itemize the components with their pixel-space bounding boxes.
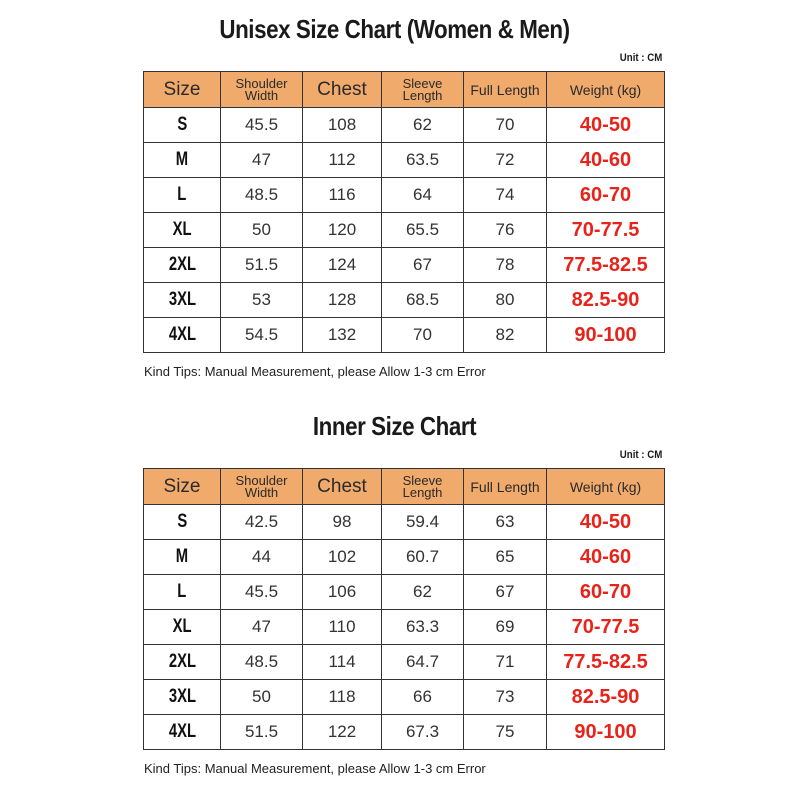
cell-chest: 120 (303, 213, 382, 248)
cell-chest: 118 (303, 680, 382, 715)
cell-chest: 108 (303, 108, 382, 143)
size-table-inner (143, 468, 665, 750)
cell-shoulder: 54.5 (221, 318, 303, 353)
cell-size (144, 645, 221, 680)
size-table-unisex (143, 71, 665, 353)
cell-length: 70 (464, 108, 547, 143)
cell-length: 76 (464, 213, 547, 248)
cell-length: 73 (464, 680, 547, 715)
header-size: Size (144, 72, 221, 108)
cell-chest: 112 (303, 143, 382, 178)
cell-weight: 82.5-90 (547, 680, 665, 715)
cell-size (144, 213, 221, 248)
size-label: M (175, 149, 189, 170)
cell-length: 80 (464, 283, 547, 318)
cell-size (144, 680, 221, 715)
table-row (144, 283, 665, 318)
cell-sleeve: 59.4 (382, 505, 464, 540)
cell-chest: 106 (303, 575, 382, 610)
cell-chest: 122 (303, 715, 382, 750)
cell-sleeve: 63.5 (382, 143, 464, 178)
cell-shoulder: 42.5 (221, 505, 303, 540)
cell-sleeve: 64 (382, 178, 464, 213)
size-label: 3XL (168, 686, 196, 707)
cell-sleeve: 64.7 (382, 645, 464, 680)
kind-tips: Kind Tips: Manual Measurement, please Allow 1-3 cm Error (144, 761, 486, 776)
cell-size (144, 248, 221, 283)
cell-weight: 40-50 (547, 108, 665, 143)
table-row (144, 143, 665, 178)
header-sleeve (382, 469, 464, 505)
unit-label: Unit : CM (619, 449, 662, 461)
chart-title-unisex: Unisex Size Chart (Women & Men) (219, 14, 570, 44)
table-header-row (144, 72, 665, 108)
cell-weight: 90-100 (547, 318, 665, 353)
table-row (144, 610, 665, 645)
table-header-row (144, 469, 665, 505)
cell-sleeve: 66 (382, 680, 464, 715)
cell-sleeve: 62 (382, 575, 464, 610)
cell-weight: 77.5-82.5 (547, 645, 665, 680)
header-shoulder (221, 72, 303, 108)
cell-weight: 90-100 (547, 715, 665, 750)
size-label: 4XL (168, 721, 196, 742)
unit-label: Unit : CM (619, 52, 662, 64)
header-full-length: Full Length (464, 72, 547, 108)
cell-size (144, 575, 221, 610)
cell-weight: 40-60 (547, 540, 665, 575)
cell-chest: 102 (303, 540, 382, 575)
cell-chest: 98 (303, 505, 382, 540)
cell-weight: 70-77.5 (547, 610, 665, 645)
cell-sleeve: 68.5 (382, 283, 464, 318)
header-shoulder (221, 469, 303, 505)
cell-chest: 114 (303, 645, 382, 680)
cell-shoulder: 44 (221, 540, 303, 575)
size-label: S (177, 114, 187, 135)
size-label: XL (172, 616, 192, 637)
size-label: S (177, 511, 187, 532)
cell-length: 72 (464, 143, 547, 178)
cell-length: 71 (464, 645, 547, 680)
cell-shoulder: 50 (221, 213, 303, 248)
cell-weight: 77.5-82.5 (547, 248, 665, 283)
cell-shoulder: 47 (221, 610, 303, 645)
table-row (144, 540, 665, 575)
cell-size (144, 108, 221, 143)
table-row (144, 213, 665, 248)
header-sleeve-line2: Length (402, 484, 443, 500)
cell-shoulder: 45.5 (221, 108, 303, 143)
header-sleeve (382, 72, 464, 108)
cell-chest: 116 (303, 178, 382, 213)
cell-size (144, 143, 221, 178)
header-weight: Weight (kg) (547, 469, 665, 505)
cell-length: 69 (464, 610, 547, 645)
cell-shoulder: 48.5 (221, 645, 303, 680)
cell-shoulder: 47 (221, 143, 303, 178)
cell-size (144, 318, 221, 353)
cell-length: 75 (464, 715, 547, 750)
table-row (144, 318, 665, 353)
size-label: 2XL (168, 254, 196, 275)
size-label: XL (172, 219, 192, 240)
header-chest: Chest (303, 469, 382, 505)
cell-length: 67 (464, 575, 547, 610)
table-row (144, 680, 665, 715)
cell-length: 74 (464, 178, 547, 213)
header-size: Size (144, 469, 221, 505)
cell-sleeve: 67.3 (382, 715, 464, 750)
cell-size (144, 178, 221, 213)
cell-size (144, 715, 221, 750)
header-shoulder-line2: Width (244, 484, 279, 500)
cell-weight: 70-77.5 (547, 213, 665, 248)
cell-length: 78 (464, 248, 547, 283)
cell-shoulder: 45.5 (221, 575, 303, 610)
cell-weight: 40-50 (547, 505, 665, 540)
table-row (144, 178, 665, 213)
size-label: 2XL (168, 651, 196, 672)
cell-weight: 60-70 (547, 178, 665, 213)
size-label: M (175, 546, 189, 567)
cell-shoulder: 51.5 (221, 715, 303, 750)
cell-chest: 132 (303, 318, 382, 353)
cell-size (144, 540, 221, 575)
cell-shoulder: 50 (221, 680, 303, 715)
cell-shoulder: 48.5 (221, 178, 303, 213)
header-shoulder-line1: Shoulder (235, 75, 288, 91)
cell-weight: 60-70 (547, 575, 665, 610)
cell-length: 82 (464, 318, 547, 353)
cell-shoulder: 51.5 (221, 248, 303, 283)
table-row (144, 505, 665, 540)
cell-chest: 110 (303, 610, 382, 645)
cell-chest: 128 (303, 283, 382, 318)
header-chest: Chest (303, 72, 382, 108)
cell-size (144, 610, 221, 645)
table-row (144, 715, 665, 750)
cell-sleeve: 62 (382, 108, 464, 143)
header-full-length: Full Length (464, 469, 547, 505)
cell-weight: 82.5-90 (547, 283, 665, 318)
table-row (144, 645, 665, 680)
header-sleeve-line2: Length (402, 87, 443, 103)
cell-sleeve: 63.3 (382, 610, 464, 645)
cell-sleeve: 67 (382, 248, 464, 283)
cell-chest: 124 (303, 248, 382, 283)
size-label: 4XL (168, 324, 196, 345)
cell-shoulder: 53 (221, 283, 303, 318)
size-label: L (177, 581, 187, 602)
cell-size (144, 283, 221, 318)
header-shoulder-line2: Width (244, 87, 279, 103)
cell-sleeve: 70 (382, 318, 464, 353)
header-sleeve-line1: Sleeve (402, 75, 443, 91)
kind-tips: Kind Tips: Manual Measurement, please Allow 1-3 cm Error (144, 364, 486, 379)
cell-size (144, 505, 221, 540)
chart-title-inner: Inner Size Chart (312, 411, 477, 441)
size-label: 3XL (168, 289, 196, 310)
header-sleeve-line1: Sleeve (402, 472, 443, 488)
cell-weight: 40-60 (547, 143, 665, 178)
cell-length: 65 (464, 540, 547, 575)
header-shoulder-line1: Shoulder (235, 472, 288, 488)
table-row (144, 575, 665, 610)
header-weight: Weight (kg) (547, 72, 665, 108)
cell-length: 63 (464, 505, 547, 540)
table-row (144, 248, 665, 283)
cell-sleeve: 65.5 (382, 213, 464, 248)
table-row (144, 108, 665, 143)
size-label: L (177, 184, 187, 205)
cell-sleeve: 60.7 (382, 540, 464, 575)
